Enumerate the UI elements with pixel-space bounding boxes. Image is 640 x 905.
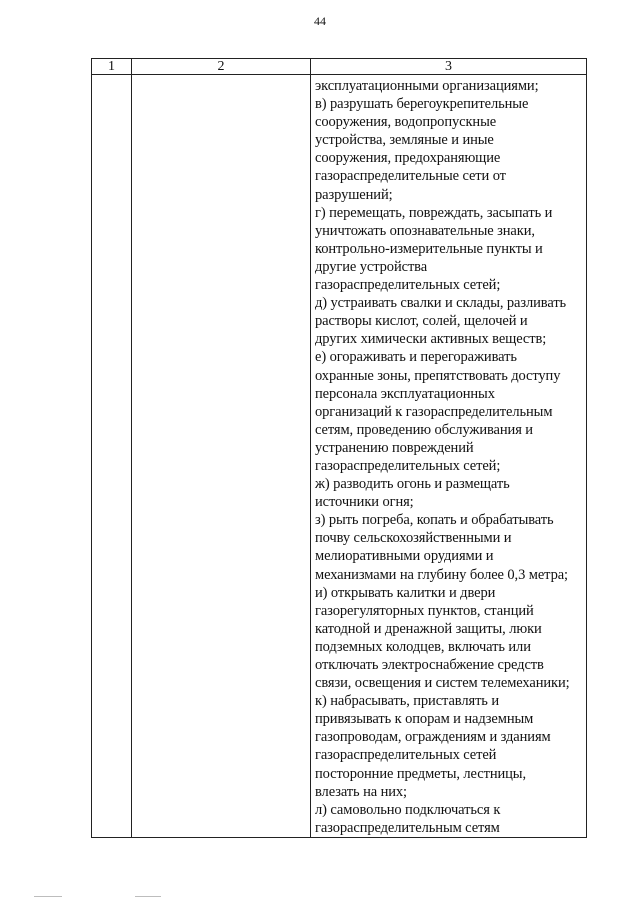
text-line: механизмами на глубину более 0,3 метра; (315, 566, 568, 583)
text-line: источники огня; (315, 494, 414, 511)
text-line: газораспределительных сетей; (315, 457, 501, 474)
text-line: разрушений; (315, 186, 393, 203)
text-line: газорегуляторных пунктов, станций (315, 602, 534, 619)
text-line: сооружения, водопропускные (315, 114, 497, 131)
text-line: газораспределительных сетей; (315, 277, 501, 294)
text-line: и) открывать калитки и двери (315, 584, 496, 601)
text-line: охранные зоны, препятствовать доступу (315, 367, 561, 384)
text-line: контрольно-измерительные пункты и (315, 240, 543, 257)
text-line: организаций к газораспределительным (315, 403, 553, 420)
text-line: устройства, земляные и иные (315, 132, 494, 149)
text-line: е) огораживать и перегораживать (315, 349, 517, 366)
cell-column-2 (132, 75, 311, 838)
table-row (92, 75, 587, 838)
text-line: подземных колодцев, включать или (315, 638, 531, 655)
text-line: уничтожать опознавательные знаки, (315, 222, 535, 239)
text-line: других химически активных веществ; (315, 331, 547, 348)
footer-mark-right (135, 896, 161, 897)
text-line: сооружения, предохраняющие (315, 150, 501, 167)
cell-column-1 (92, 75, 132, 838)
table-header-row (92, 59, 587, 75)
footer-mark-left (34, 896, 62, 897)
text-line: почву сельскохозяйственными и (315, 530, 512, 547)
text-line: газораспределительные сети от (315, 168, 506, 185)
text-line: г) перемещать, повреждать, засыпать и (315, 204, 553, 221)
text-line: привязывать к опорам и надземным (315, 711, 534, 728)
column-header-1: 1 (92, 59, 132, 75)
cell-column-3 (311, 75, 587, 838)
text-line: катодной и дренажной защиты, люки (315, 620, 542, 637)
footer-scan-marks (20, 896, 170, 900)
text-line: мелиоративными орудиями и (315, 548, 494, 565)
text-line: влезать на них; (315, 783, 407, 800)
text-line: связи, освещения и систем телемеханики; (315, 675, 570, 692)
text-line: к) набрасывать, приставлять и (315, 693, 500, 710)
text-line: устранению повреждений (315, 439, 474, 456)
text-line: другие устройства (315, 258, 428, 275)
page-number: 44 (314, 14, 326, 28)
text-line: растворы кислот, солей, щелочей и (315, 313, 528, 330)
text-line: ж) разводить огонь и размещать (315, 476, 510, 493)
text-line: сетям, проведению обслуживания и (315, 421, 533, 438)
column-header-3: 3 (311, 59, 587, 75)
text-line: эксплуатационными организациями; (315, 78, 539, 94)
document-table (91, 58, 587, 838)
text-line: газопроводам, ограждениям и зданиям (315, 729, 551, 746)
text-line: л) самовольно подключаться к (315, 801, 501, 818)
text-line: персонала эксплуатационных (315, 385, 495, 402)
text-line: з) рыть погреба, копать и обрабатывать (315, 512, 554, 529)
text-line: посторонние предметы, лестницы, (315, 765, 526, 782)
text-line: д) устраивать свалки и склады, разливать (315, 295, 567, 312)
text-line: отключать электроснабжение средств (315, 657, 544, 673)
text-line: в) разрушать берегоукрепительные (315, 96, 529, 113)
text-line: газораспределительных сетей (315, 747, 497, 764)
column-header-2: 2 (132, 59, 311, 75)
text-line: газораспределительным сетям (315, 819, 500, 836)
